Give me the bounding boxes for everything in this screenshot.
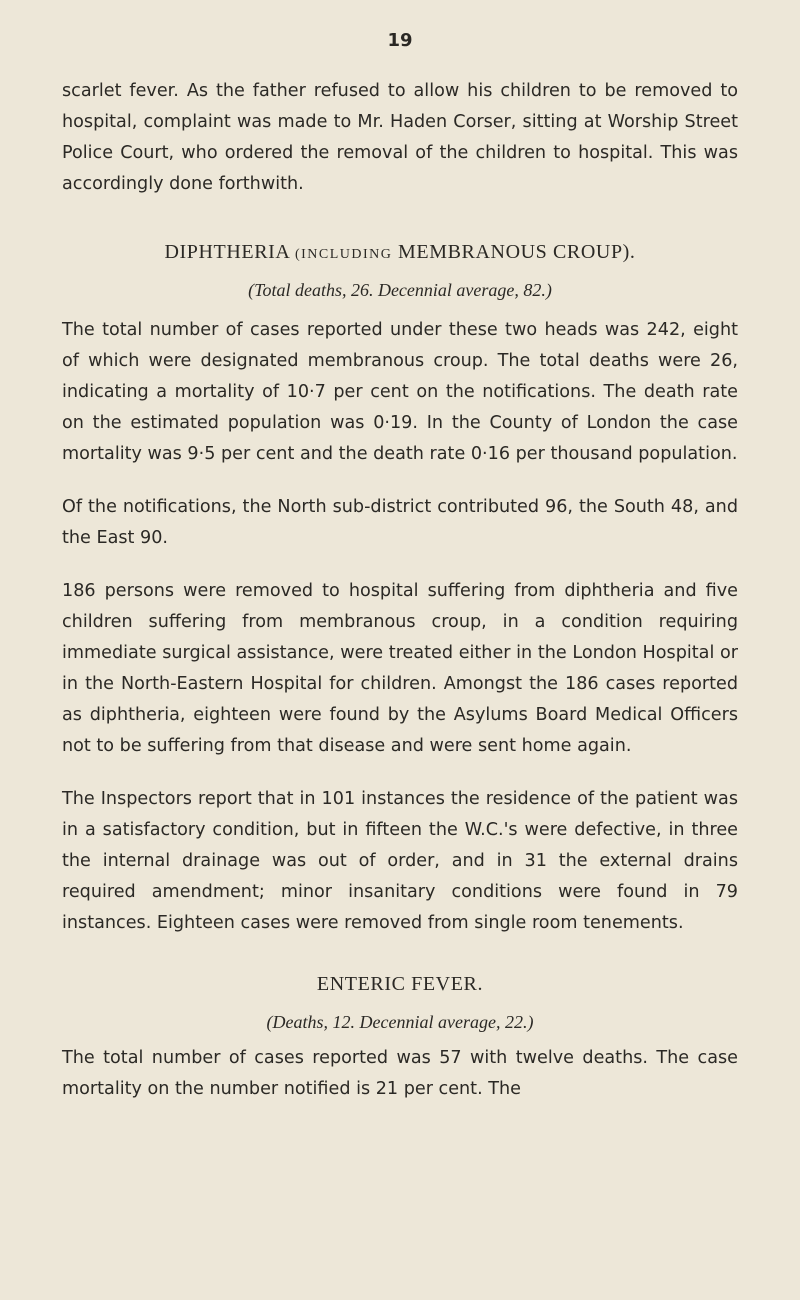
intro-paragraph: scarlet fever. As the father refused to allow his children to be removed to hospital, complaint was made to Mr. Haden Corser, sitting at Worship Street Police Court, who ordered the removal of the children to hospital. This was accordingly done forthwith. — [62, 81, 738, 194]
enteric-total-paragraph: The total number of cases reported was 57 with twelve deaths. The case mortality on the number notified is 21 per cent. The — [62, 1048, 738, 1099]
diphtheria-heading — [62, 241, 738, 264]
diphtheria-heading-main: DIPHTHERIA — [164, 241, 290, 263]
diphtheria-heading-rest: MEMBRANOUS CROUP). — [398, 241, 636, 263]
removed-paragraph: 186 persons were removed to hospital suffering from diphtheria and five children suffering from membranous croup, in a condition requiring immediate surgical assistance, were treated either in the London Hospital or in the North-Eastern Hospital for children. Amongst the 186 cases reported as diphtheria, eighteen were found by the Asylums Board Medical Officers not to be suffering from that disease and were sent home again. — [62, 581, 738, 756]
enteric-subheading: (Deaths, 12. Decennial average, 22.) — [266, 1012, 534, 1032]
notifications-paragraph: Of the notifications, the North sub-district contributed 96, the South 48, and the East 90. — [62, 497, 738, 548]
diphtheria-heading-including: (INCLUDING — [294, 247, 393, 262]
diphtheria-total-paragraph: The total number of cases reported under these two heads was 242, eight of which were designated membranous croup. The total deaths were 26, indicating a mortality of 10·7 per cent on the notifications. The death rate on the estimated population was 0·19. In the County of London the case mortality was 9·5 per cent and the death rate 0·16 per thousand population. — [62, 320, 738, 464]
diphtheria-subheading: (Total deaths, 26. Decennial average, 82.) — [248, 280, 552, 300]
page-content — [62, 76, 738, 1105]
inspectors-paragraph: The Inspectors report that in 101 instances the residence of the patient was in a satisfactory condition, but in fifteen the W.C.'s were defective, in three the internal drainage was out of order, and in 31 the external drains required amendment; minor insanitary conditions were found in 79 instances. Eighteen cases were removed from single room tenements. — [62, 789, 738, 933]
page-number: 19 — [387, 30, 413, 51]
enteric-heading: ENTERIC FEVER. — [316, 973, 484, 995]
